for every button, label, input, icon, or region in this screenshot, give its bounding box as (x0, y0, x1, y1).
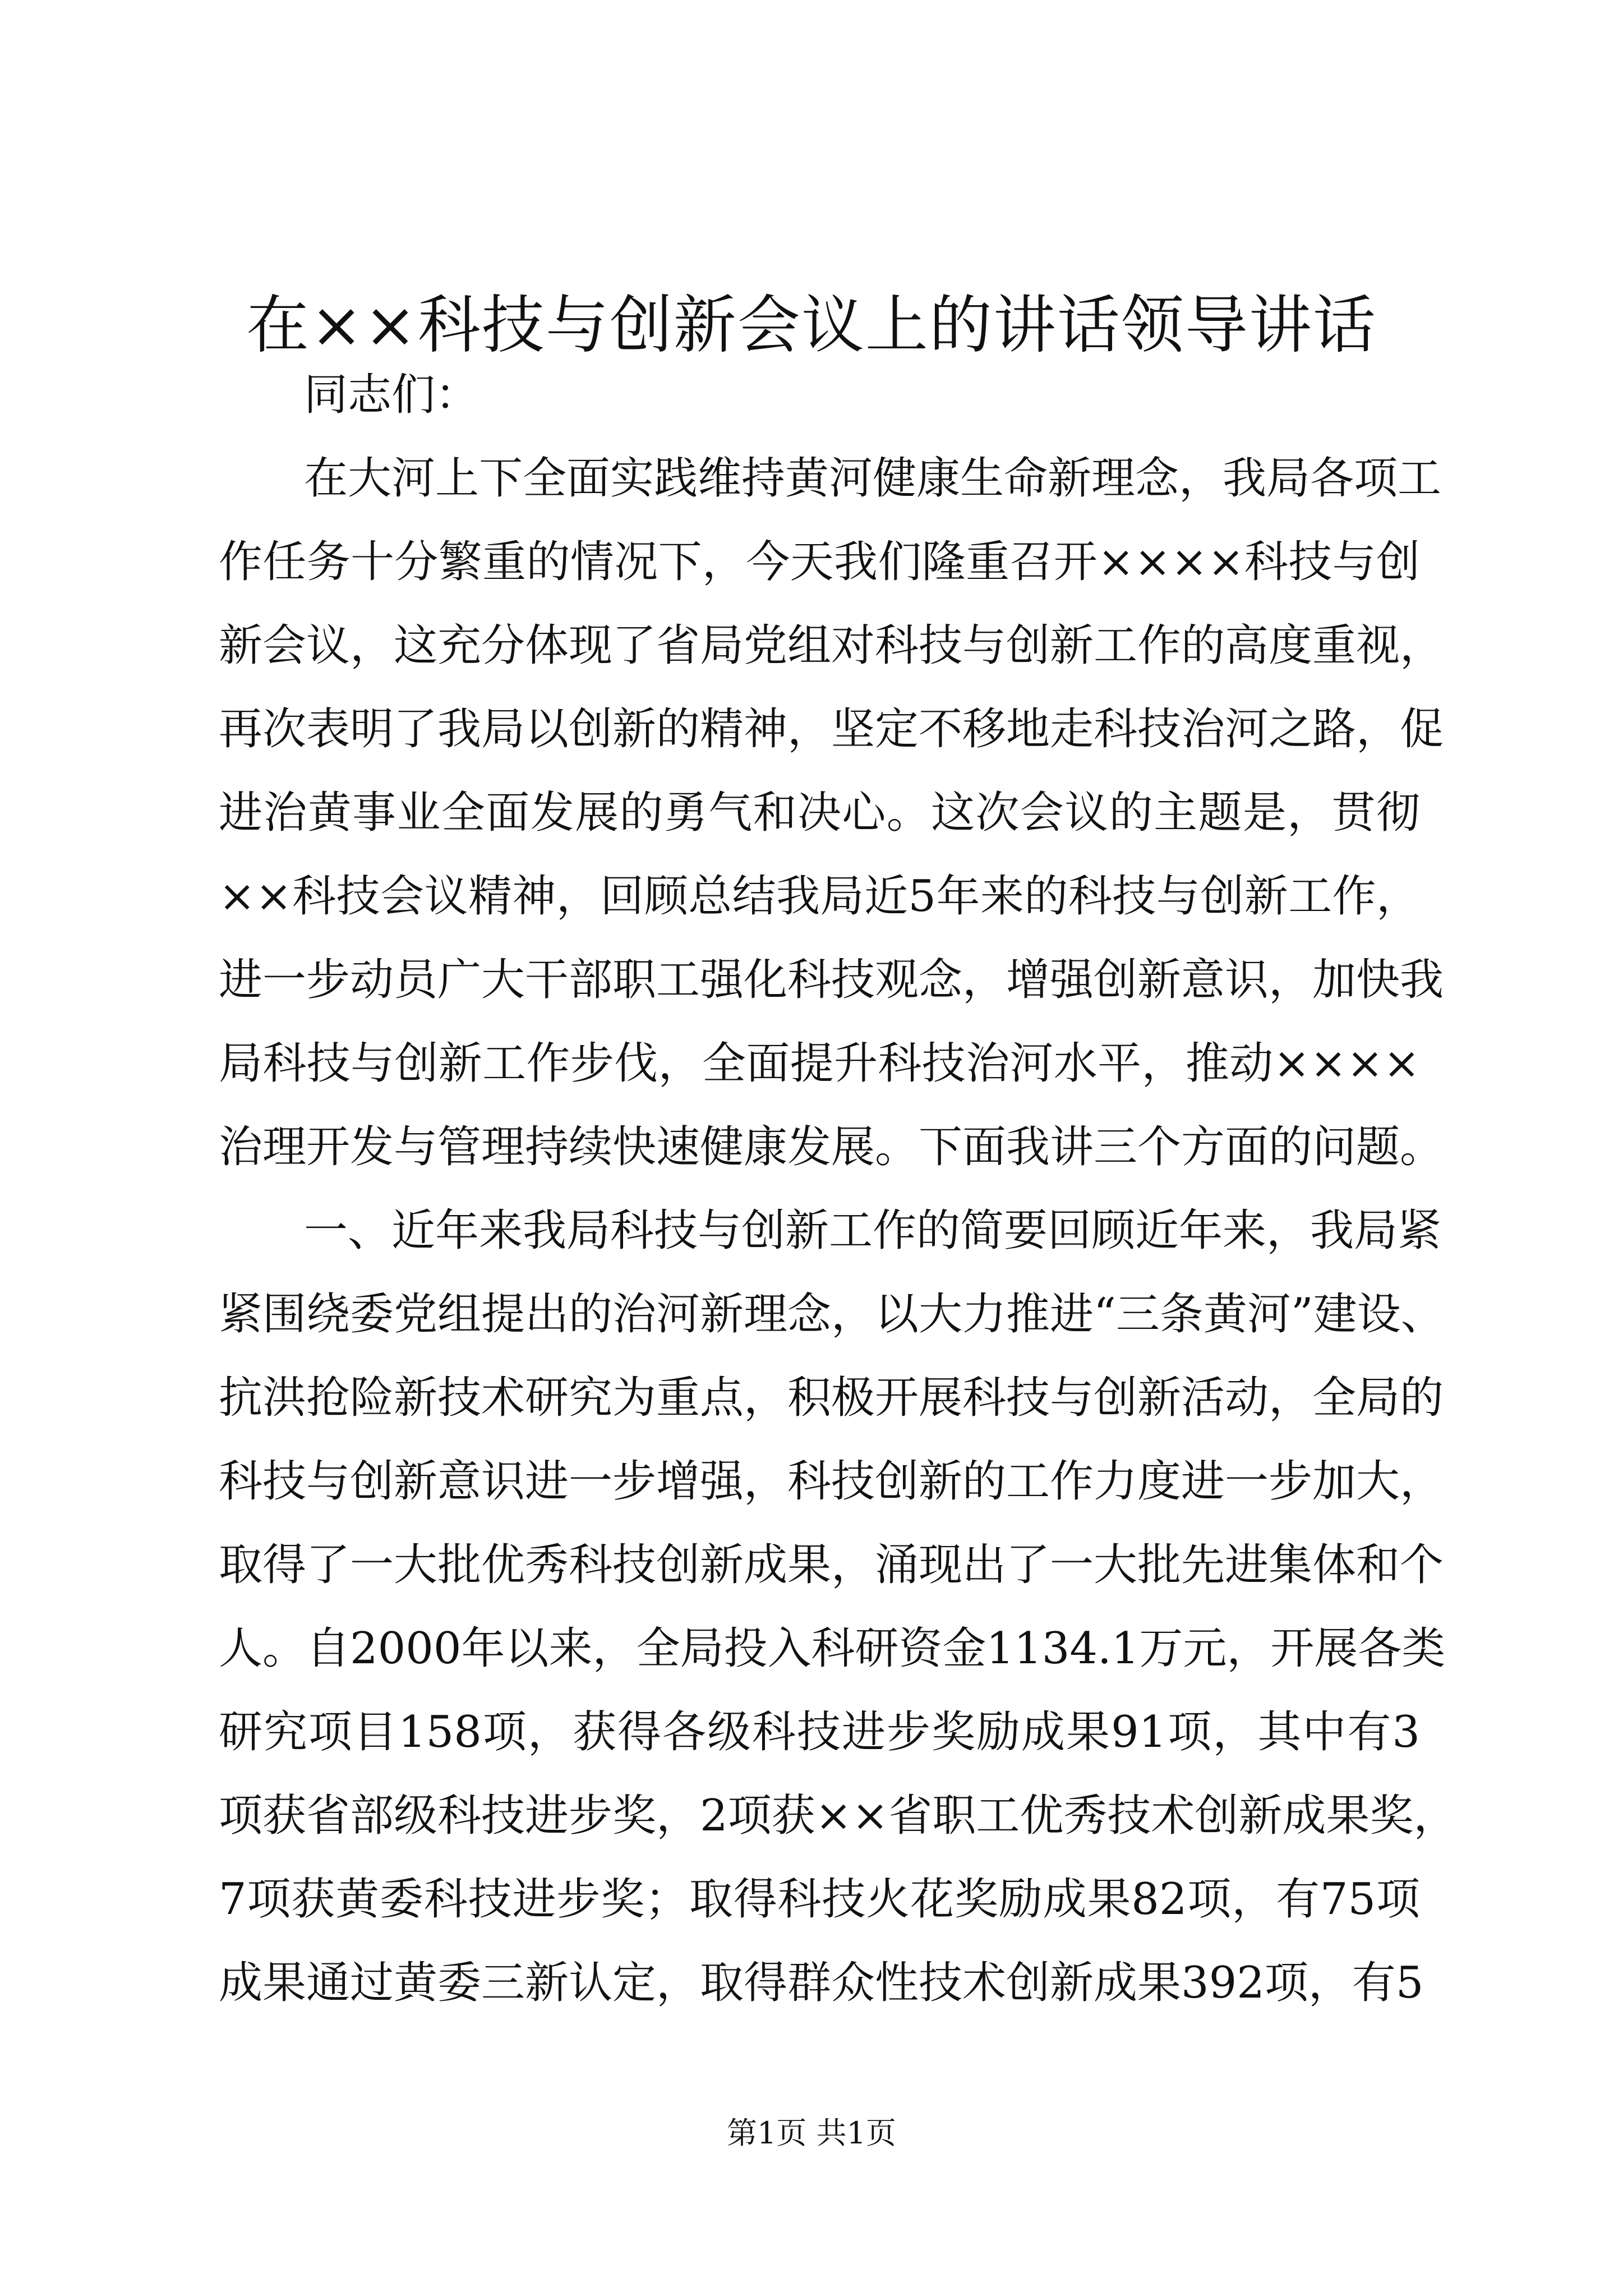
paragraph-line: 作任务十分繁重的情况下，今天我们隆重召开××××科技与创 (219, 537, 1420, 587)
paragraph-line: 研究项目158项，获得各级科技进步奖励成果91项，其中有3 (219, 1707, 1420, 1757)
paragraph-line: 新会议，这充分体现了省局党组对科技与创新工作的高度重视， (219, 620, 1444, 671)
page-footer: 第1页 共1页 (727, 2115, 896, 2151)
paragraph-line: 治理开发与管理持续快速健康发展。下面我讲三个方面的问题。 (219, 1122, 1444, 1172)
paragraph-line: 紧围绕委党组提出的治河新理念，以大力推进“三条黄河”建设、 (219, 1289, 1445, 1340)
paragraph (219, 437, 1444, 1189)
paragraph-line: 局科技与创新工作步伐，全面提升科技治河水平，推动×××× (219, 1038, 1420, 1089)
document-title: 在××科技与创新会议上的讲话领导讲话 (246, 289, 1377, 362)
paragraph-line: 取得了一大批优秀科技创新成果，涌现出了一大批先进集体和个 (219, 1540, 1444, 1590)
paragraph-line: 人。自2000年以来，全局投入科研资金1134.1万元，开展各类 (219, 1623, 1446, 1674)
paragraph-line: 7项获黄委科技进步奖；取得科技火花奖励成果82项，有75项 (219, 1874, 1420, 1925)
paragraph-line: ××科技会议精神，回顾总结我局近5年来的科技与创新工作， (219, 871, 1420, 922)
paragraph-line: 成果通过黄委三新认定，取得群众性技术创新成果392项，有5 (219, 1958, 1424, 2008)
paragraph-line: 再次表明了我局以创新的精神，坚定不移地走科技治河之路，促 (219, 704, 1444, 754)
paragraph-line: 进治黄事业全面发展的勇气和决心。这次会议的主题是，贯彻 (219, 788, 1420, 838)
paragraph (219, 1189, 1458, 2025)
greeting: 同志们： (304, 370, 479, 420)
paragraph-line: 进一步动员广大干部职工强化科技观念，增强创新意识，加快我 (219, 955, 1444, 1005)
paragraph-line: 在大河上下全面实践维持黄河健康生命新理念，我局各项工 (304, 453, 1442, 504)
document-body (219, 353, 1458, 2025)
paragraph-line: 科技与创新意识进一步增强，科技创新的工作力度进一步加大， (219, 1456, 1444, 1507)
paragraph-line: 一、近年来我局科技与创新工作的简要回顾近年来，我局紧 (304, 1205, 1442, 1256)
paragraph-line: 项获省部级科技进步奖，2项获××省职工优秀技术创新成果奖， (219, 1791, 1458, 1841)
paragraph-line: 抗洪抢险新技术研究为重点，积极开展科技与创新活动，全局的 (219, 1373, 1444, 1423)
